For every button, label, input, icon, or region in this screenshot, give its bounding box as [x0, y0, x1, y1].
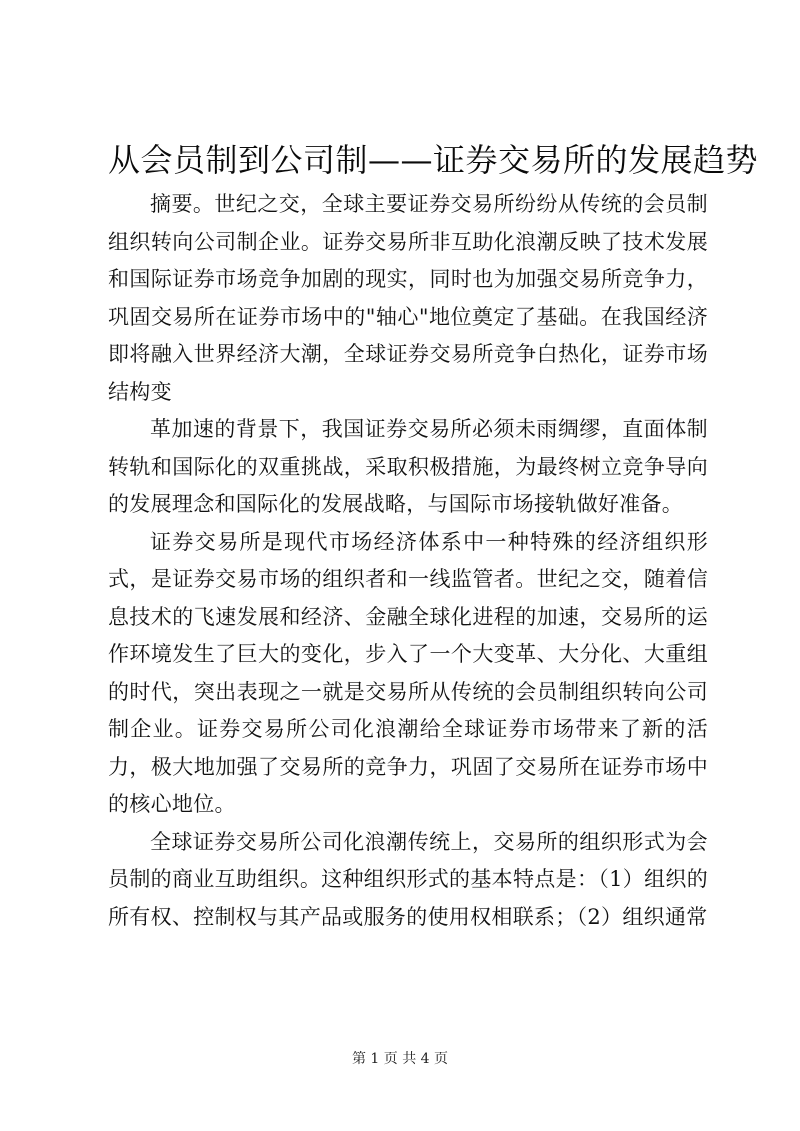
document-title: 从会员制到公司制——证券交易所的发展趋势	[108, 141, 759, 179]
paragraph-background: 革加速的背景下，我国证券交易所必须未雨绸缪，直面体制转轨和国际化的双重挑战，采取积极措施，为最终树立竞争导向的发展理念和国际化的发展战略，与国际市场接轨做好准备。	[108, 417, 708, 516]
page-number: 第 1 页 共 4 页	[351, 1051, 449, 1067]
document-body	[108, 186, 708, 936]
paragraph-exchange-definition: 证券交易所是现代市场经济体系中一种特殊的经济组织形式，是证券交易市场的组织者和一线监管者。世纪之交，随着信息技术的飞速发展和经济、金融全球化进程的加速，交易所的运作环境发生了巨大的变化，步入了一个大变革、大分化、大重组的时代，突出表现之一就是交易所从传统的会员制组织转向公司制企业。证券交易所公司化浪潮给全球证券市场带来了新的活力，极大地加强了交易所的竞争力，巩固了交易所在证券市场中的核心地位。	[108, 529, 708, 816]
paragraph-corporatization-wave: 全球证券交易所公司化浪潮传统上，交易所的组织形式为会员制的商业互助组织。这种组织形式的基本特点是：（1）组织的所有权、控制权与其产品或服务的使用权相联系；（2）组织通常	[108, 829, 708, 929]
paragraph-abstract: 摘要。世纪之交，全球主要证券交易所纷纷从传统的会员制组织转向公司制企业。证券交易所非互助化浪潮反映了技术发展和国际证券市场竞争加剧的现实，同时也为加强交易所竞争力，巩固交易所在证券市场中的"轴心"地位奠定了基础。在我国经济即将融入世界经济大潮，全球证券交易所竞争白热化，证券市场结构变	[108, 192, 708, 404]
